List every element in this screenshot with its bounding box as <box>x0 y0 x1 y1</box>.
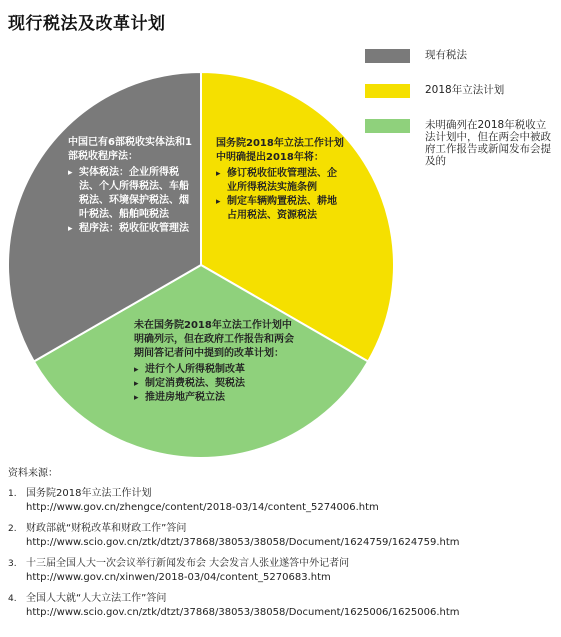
legend-swatch-other <box>365 119 410 133</box>
source-link[interactable]: http://www.scio.gov.cn/ztk/dtzt/37868/38053/38058/Document/1624759/1624759.htm <box>26 537 460 548</box>
source-item <box>8 487 558 515</box>
source-item <box>8 557 558 585</box>
annotation-existing-item: ▸ 实体税法：企业所得税法、个人所得税法、车船税法、环境保护税法、烟叶税法、船舶吨税法 <box>68 166 194 222</box>
legend-item-other <box>365 119 553 167</box>
sources-title: 资料来源： <box>8 468 58 479</box>
source-link[interactable]: http://www.gov.cn/zhengce/content/2018-03/14/content_5274006.htm <box>26 502 379 513</box>
legend-label-plan: 2018年立法计划 <box>425 84 505 96</box>
annotation-plan-heading: 国务院2018年立法工作计划中明确提出2018年将： <box>216 138 344 163</box>
source-name: 财政部就“财税改革和财政工作”答问 <box>26 523 187 534</box>
source-number: 3. <box>8 559 17 569</box>
legend-swatch-existing <box>365 49 410 63</box>
annotation-other <box>134 319 296 405</box>
annotation-existing-heading: 中国已有6部税收实体法和1部税收程序法： <box>68 137 192 162</box>
legend-swatch-plan <box>365 84 410 98</box>
source-name: 十三届全国人大一次会议举行新闻发布会 大会发言人张业遂答中外记者问 <box>26 558 350 569</box>
annotation-other-item: ▸ 制定消费税法、契税法 <box>134 377 296 391</box>
annotation-plan-item: ▸ 修订税收征收管理法、企业所得税法实施条例 <box>216 167 344 195</box>
annotation-plan-item: ▸ 制定车辆购置税法、耕地占用税法、资源税法 <box>216 195 344 223</box>
annotation-other-item: ▸ 进行个人所得税制改革 <box>134 363 296 377</box>
annotation-other-item: ▸ 推进房地产税立法 <box>134 391 296 405</box>
annotation-plan <box>216 137 344 223</box>
source-name: 全国人大就“人大立法工作”答问 <box>26 593 167 604</box>
source-item <box>8 592 558 620</box>
source-number: 2. <box>8 524 17 534</box>
annotation-other-heading: 未在国务院2018年立法工作计划中明确列示，但在政府工作报告和两会期间答记者问中提到的改革计划： <box>134 320 294 359</box>
legend-item-existing <box>365 49 553 63</box>
chart-title: 现行税法及改革计划 <box>8 14 166 34</box>
source-name: 国务院2018年立法工作计划 <box>26 488 152 499</box>
source-link[interactable]: http://www.scio.gov.cn/ztk/dtzt/37868/38053/38058/Document/1625006/1625006.htm <box>26 607 460 618</box>
source-number: 1. <box>8 489 17 499</box>
source-item <box>8 522 558 550</box>
source-number: 4. <box>8 594 17 604</box>
legend-item-plan <box>365 84 553 98</box>
sources-section <box>8 464 558 627</box>
legend-label-existing: 现有税法 <box>425 49 467 61</box>
annotation-existing-item: ▸ 程序法：税收征收管理法 <box>68 222 194 236</box>
legend-label-other: 未明确列在2018年税收立法计划中，但在两会中被政府工作报告或新闻发布会提及的 <box>425 119 551 167</box>
annotation-existing <box>68 136 194 236</box>
source-link[interactable]: http://www.gov.cn/xinwen/2018-03/04/content_5270683.htm <box>26 572 331 583</box>
